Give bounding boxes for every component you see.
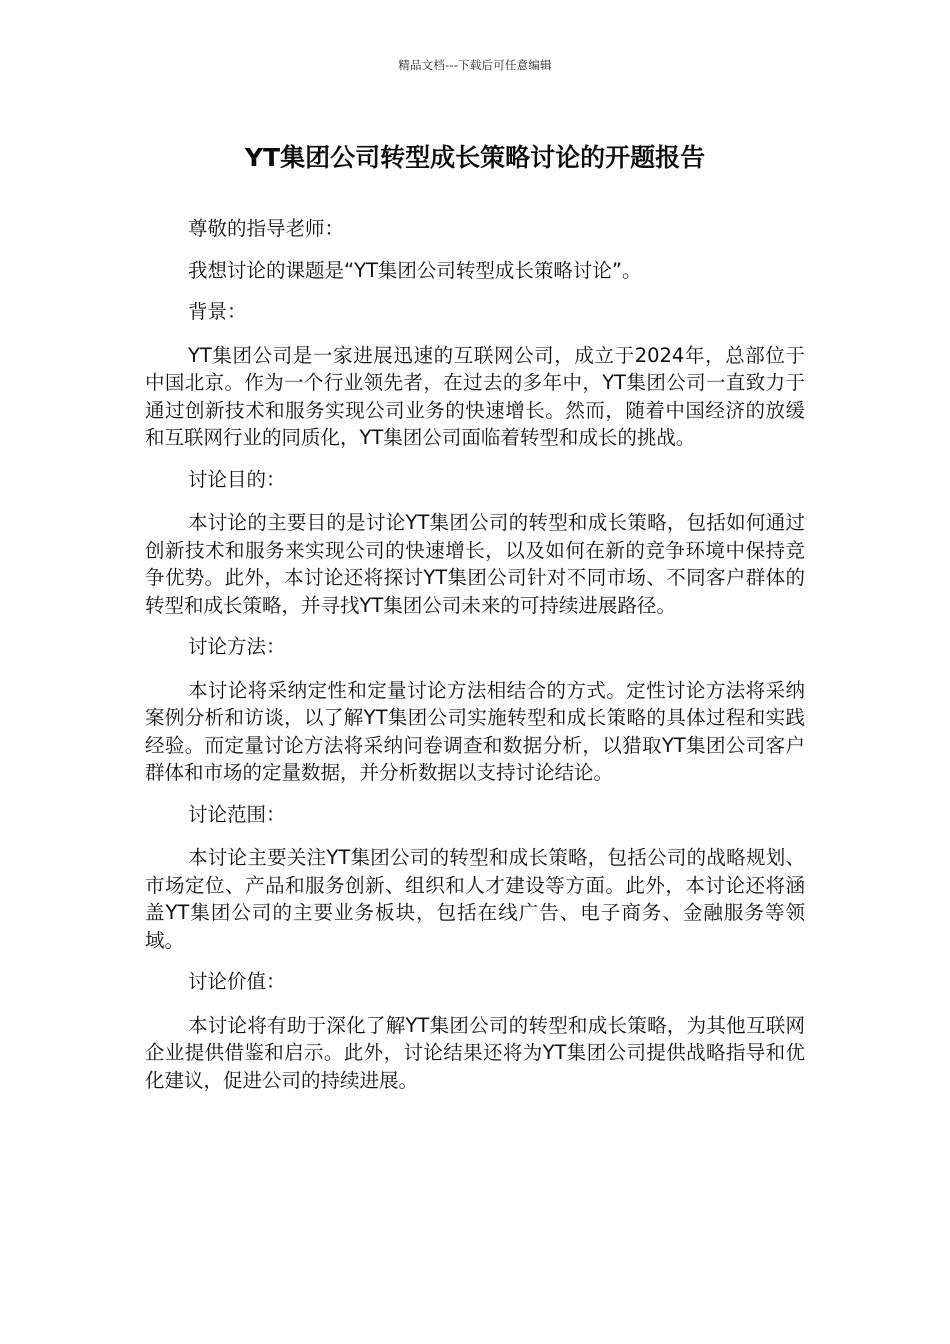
background-paragraph: YT集团公司是一家进展迅速的互联网公司，成立于2024年，总部位于中国北京。作为一个行业领先者，在过去的多年中，YT集团公司一直致力于通过创新技术和服务实现公司业务的快速增长。然而，随着中国经济的放缓和互联网行业的同质化，YT集团公司面临着转型和成长的挑战。	[145, 343, 805, 449]
method-paragraph: 本讨论将采纳定性和定量讨论方法相结合的方式。定性讨论方法将采纳案例分析和访谈，以了解YT集团公司实施转型和成长策略的具体过程和实践经验。而定量讨论方法将采纳问卷调查和数据分析，以猎取YT集团公司客户群体和市场的定量数据，并分析数据以支持讨论结论。	[145, 678, 805, 784]
scope-paragraph: 本讨论主要关注YT集团公司的转型和成长策略，包括公司的战略规划、市场定位、产品和服务创新、组织和人才建设等方面。此外，本讨论还将涵盖YT集团公司的主要业务板块，包括在线广告、电子商务、金融服务等领域。	[145, 846, 805, 952]
section-heading-value: 讨论价值：	[188, 970, 286, 993]
page-header-note: 精品文档---下载后可任意编辑	[398, 58, 552, 72]
section-heading-purpose: 讨论目的：	[188, 467, 286, 491]
topic-statement: 我想讨论的课题是“YT集团公司转型成长策略讨论”。	[188, 258, 642, 282]
purpose-paragraph: 本讨论的主要目的是讨论YT集团公司的转型和成长策略，包括如何通过创新技术和服务来实现公司的快速增长，以及如何在新的竞争环境中保持竞争优势。此外，本讨论还将探讨YT集团公司针对不同市场、不同客户群体的转型和成长策略，并寻找YT集团公司未来的可持续进展路径。	[145, 511, 805, 617]
document-body	[145, 215, 805, 1094]
section-heading-method: 讨论方法：	[188, 635, 286, 658]
section-heading-scope: 讨论范围：	[188, 802, 286, 826]
document-title: YT集团公司转型成长策略讨论的开题报告	[244, 143, 706, 172]
salutation: 尊敬的指导老师：	[188, 217, 345, 240]
value-paragraph: 本讨论将有助于深化了解YT集团公司的转型和成长策略，为其他互联网企业提供借鉴和启示。此外，讨论结果还将为YT集团公司提供战略指导和优化建议，促进公司的持续进展。	[145, 1013, 805, 1092]
section-heading-background: 背景：	[188, 300, 247, 323]
